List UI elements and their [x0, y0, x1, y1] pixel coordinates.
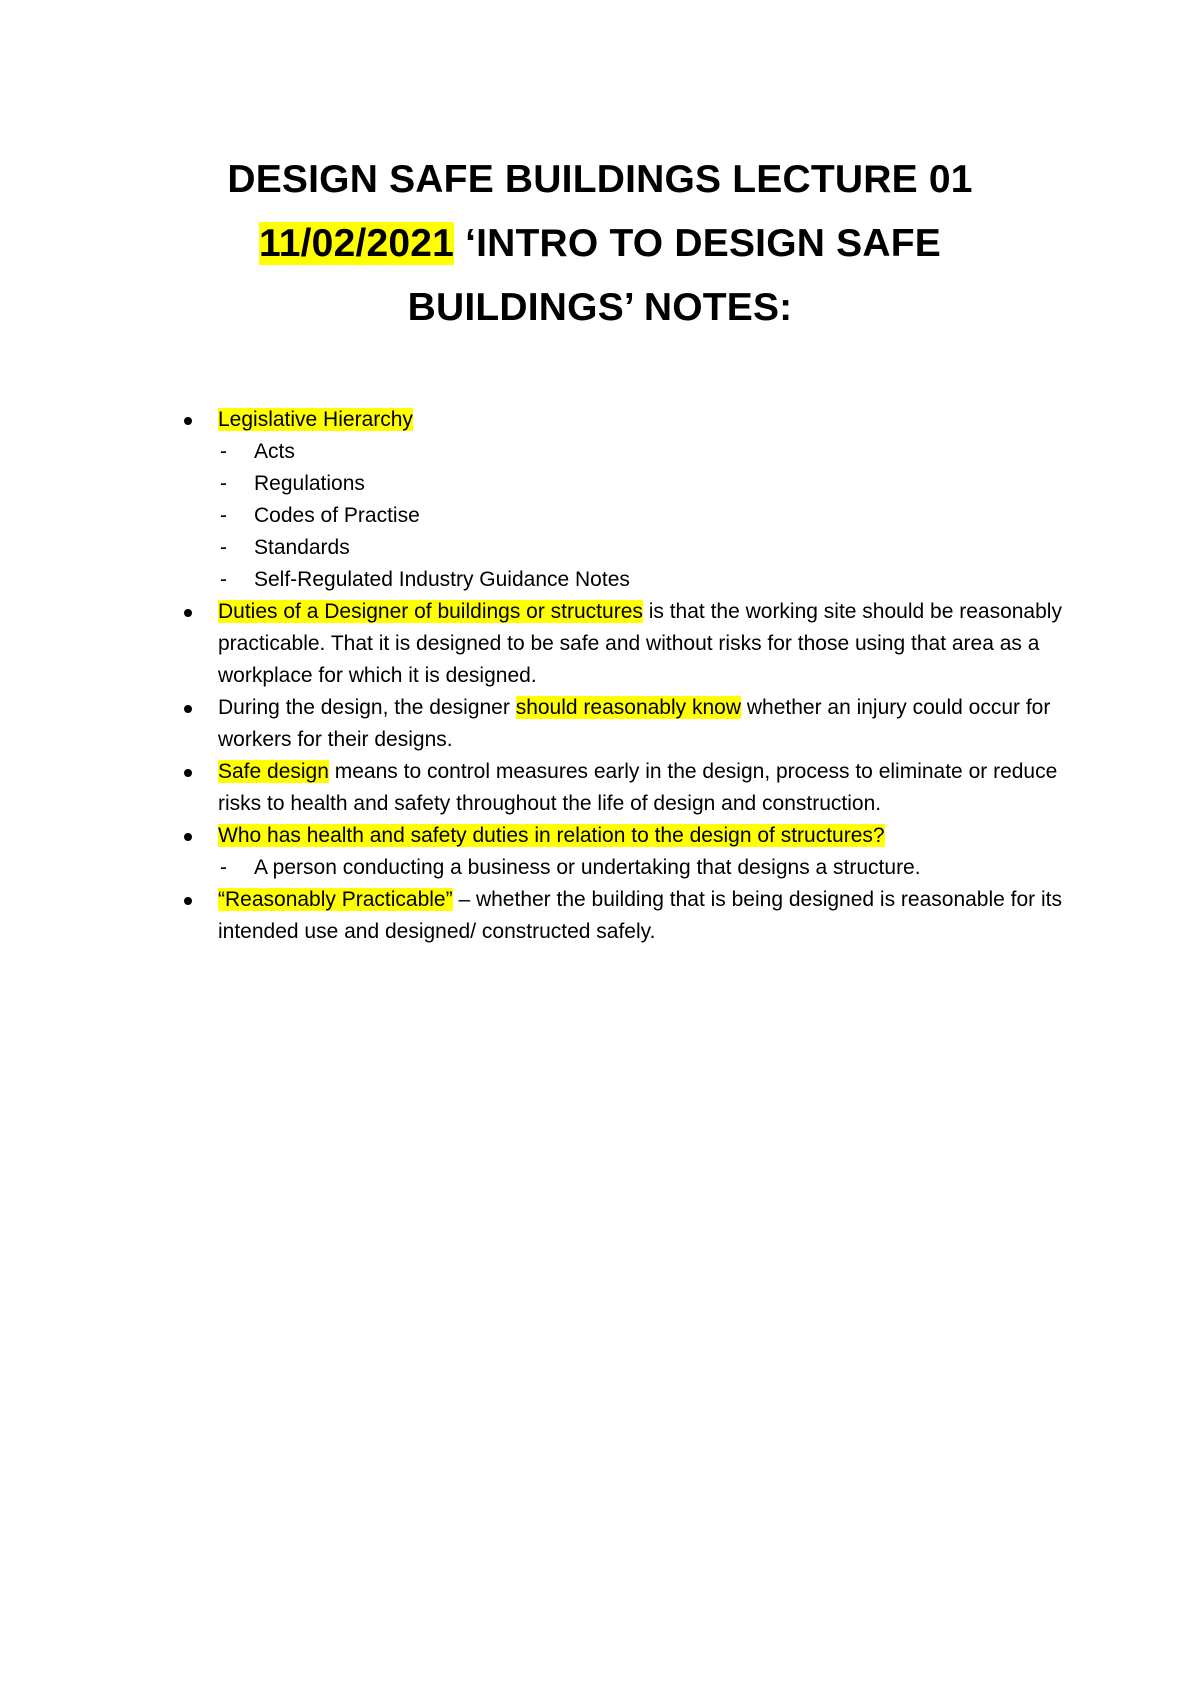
note-highlight: “Reasonably Practicable” — [218, 888, 453, 911]
sub-item-regulations — [184, 468, 1064, 500]
dash-icon: - — [220, 472, 227, 495]
dash-icon: - — [220, 536, 227, 559]
bullet-icon — [184, 705, 192, 713]
bullet-icon — [184, 769, 192, 777]
notes-list — [184, 404, 1064, 948]
dash-icon: - — [220, 504, 227, 527]
sub-item-standards — [184, 532, 1064, 564]
note-text: is that the working site should be reasonably practicable. That it is designed to be safe and without risks for those using that area as a workplace for which it is designed. — [218, 600, 1062, 687]
note-highlight: should reasonably know — [515, 696, 742, 719]
dash-icon: - — [220, 856, 227, 879]
sub-item-label: A person conducting a business or undertaking that designs a structure. — [254, 856, 921, 879]
sub-item-label: Codes of Practise — [254, 504, 420, 527]
note-text: whether an injury could occur for workers for their designs. — [218, 696, 1051, 751]
sub-item-label: Standards — [254, 536, 350, 559]
note-item-legislative-hierarchy — [184, 404, 1064, 436]
title-line-2-rest: ‘INTRO TO DESIGN SAFE — [454, 222, 941, 265]
note-item-safe-design — [184, 756, 1064, 820]
page-title — [150, 148, 1050, 340]
note-highlight: Duties of a Designer of buildings or structures — [218, 600, 643, 623]
dash-icon: - — [220, 568, 227, 591]
title-date-highlight: 11/02/2021 — [259, 222, 455, 265]
note-text: – whether the building that is being designed is reasonable for its intended use and designed/ constructed safely. — [218, 888, 1062, 943]
sub-item-label: Acts — [254, 440, 295, 463]
note-prefix: During the design, the designer — [218, 696, 516, 719]
note-item-duties-of-designer — [184, 596, 1064, 692]
note-highlight: Safe design — [218, 760, 329, 783]
note-highlight: Legislative Hierarchy — [218, 408, 413, 431]
note-item-during-design — [184, 692, 1064, 756]
title-line-3: BUILDINGS’ NOTES: — [407, 286, 793, 329]
note-text: means to control measures early in the design, process to eliminate or reduce risks to health and safety throughout the life of design and construction. — [218, 760, 1058, 815]
sub-item-guidance-notes — [184, 564, 1064, 596]
sub-item-acts — [184, 436, 1064, 468]
bullet-icon — [184, 897, 192, 905]
sub-item-pcbu — [184, 852, 1064, 884]
bullet-icon — [184, 609, 192, 617]
title-line-1: DESIGN SAFE BUILDINGS LECTURE 01 — [227, 158, 973, 201]
bullet-icon — [184, 417, 192, 425]
note-item-reasonably-practicable — [184, 884, 1064, 948]
sub-item-label: Regulations — [254, 472, 365, 495]
dash-icon: - — [220, 440, 227, 463]
title-line-2 — [150, 212, 1050, 276]
note-highlight: Who has health and safety duties in relation to the design of structures? — [218, 824, 885, 847]
note-item-who-has-duties — [184, 820, 1064, 852]
bullet-icon — [184, 833, 192, 841]
sub-item-label: Self-Regulated Industry Guidance Notes — [254, 568, 630, 591]
sub-item-codes-of-practise — [184, 500, 1064, 532]
